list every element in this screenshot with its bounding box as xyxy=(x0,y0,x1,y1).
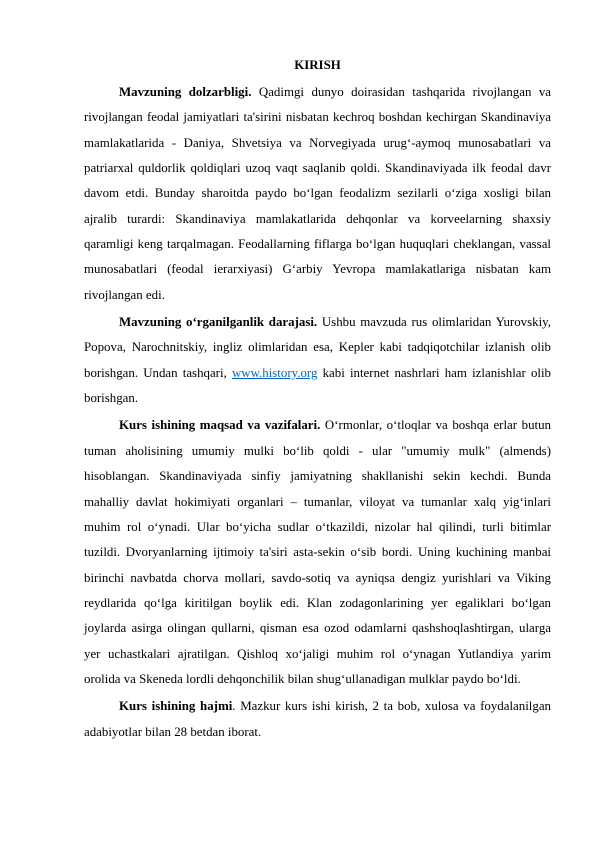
paragraph-text-goals: O‘rmonlar, o‘tloqlar va boshqa erlar butun tuman aholisining umumiy mulki bo‘lib qoldi - ular "umumiy mulk" (almends) hisoblangan. Skandinaviyada sinfiy jamiyatning shakllanishi sekin kechdi. Bunda mahalliy davlat hokimiyati organlari – tumanlar, viloyat va tumanlar xalq yig‘inlari muhim rol o‘ynadi. Ular bo‘yicha sudlar o‘tkazildi, nizolar hal qilindi, turli bitimlar tuzildi. Dvoryanlarning ijtimoiy ta'siri asta-sekin o‘sib bordi. Uning kuchining manbai birinchi navbatda chorva mollari, savdo-sotiq va ayniqsa dengiz yurishlari va Viking reydlarida qo‘lga kiritilgan boylik edi. Klan zodagonlarining yer egaliklari bo‘lgan joylarda asirga olingan qullarni, qisman esa ozod odamlarni qashshoqlashtirgan, ularga yer uchastkalari ajratilgan. Qishloq xo‘jaligi muhim rol o‘ynagan Yutlandiya yarim orolida va Skeneda lordli dehqonchilik bilan shug‘ullanadigan mulklar paydo bo‘ldi. xyxy=(84,418,551,686)
paragraph-text-study-degree: Ushbu mavzuda rus olimlaridan Yurovskiy, Popova, Narochnitskiy, ingliz olimlaridan esa, Kepler kabi tadqiqotchilar izlanish olib borishgan. Undan tashqari, xyxy=(84,315,551,380)
paragraph-heading-relevance: Mavzuning dolzarbligi. xyxy=(119,85,252,99)
paragraph-text-volume: . Mazkur kurs ishi kirish, 2 ta bob, xulosa va foydalanilgan adabiyotlar bilan 28 betdan iborat. xyxy=(84,699,551,739)
paragraph-text-relevance: Qadimgi dunyo doirasidan tashqarida rivojlangan va rivojlangan feodal jamiyatlari ta'sirini nisbatan kechroq boshdan kechirgan Skandinaviya mamlakatlarida - Daniya, Shvetsiya va Norvegiyada urug‘-aymoq munosabatlari va patriarxal quldorlik qoldiqlari uzoq vaqt saqlanib qoldi. Skandinaviyada ilk feodal davr davom etdi. Bunday sharoitda paydo bo‘lgan feodalizm sezilarli o‘ziga xosligi bilan ajralib turardi: Skandinaviya mamlakatlarida dehqonlar va korveelarning shaxsiy qaramligi keng tarqalmagan. Feodallarning fiflarga bo‘lgan huquqlari cheklangan, vassal munosabatlari (feodal ierarxiyasi) G‘arbiy Yevropa mamlakatlariga nisbatan kam rivojlangan edi. xyxy=(84,85,552,302)
page-title: KIRISH xyxy=(294,58,341,72)
history-link[interactable]: www.history.org xyxy=(231,365,318,380)
paragraph-volume xyxy=(84,694,551,745)
paragraph-heading-volume: Kurs ishining hajmi xyxy=(119,699,233,714)
paragraph-heading-goals: Kurs ishining maqsad va vazifalari. xyxy=(119,418,321,433)
paragraph-goals xyxy=(84,413,551,692)
paragraph-study-degree xyxy=(84,310,551,411)
paragraph-relevance xyxy=(84,80,551,308)
paragraph-text-study-degree-end: kabi internet nashrlari ham izlanishlar olib borishgan. xyxy=(84,365,552,406)
paragraph-heading-study-degree: Mavzuning o‘rganilganlik darajasi. xyxy=(119,315,318,330)
document-content xyxy=(84,53,551,747)
